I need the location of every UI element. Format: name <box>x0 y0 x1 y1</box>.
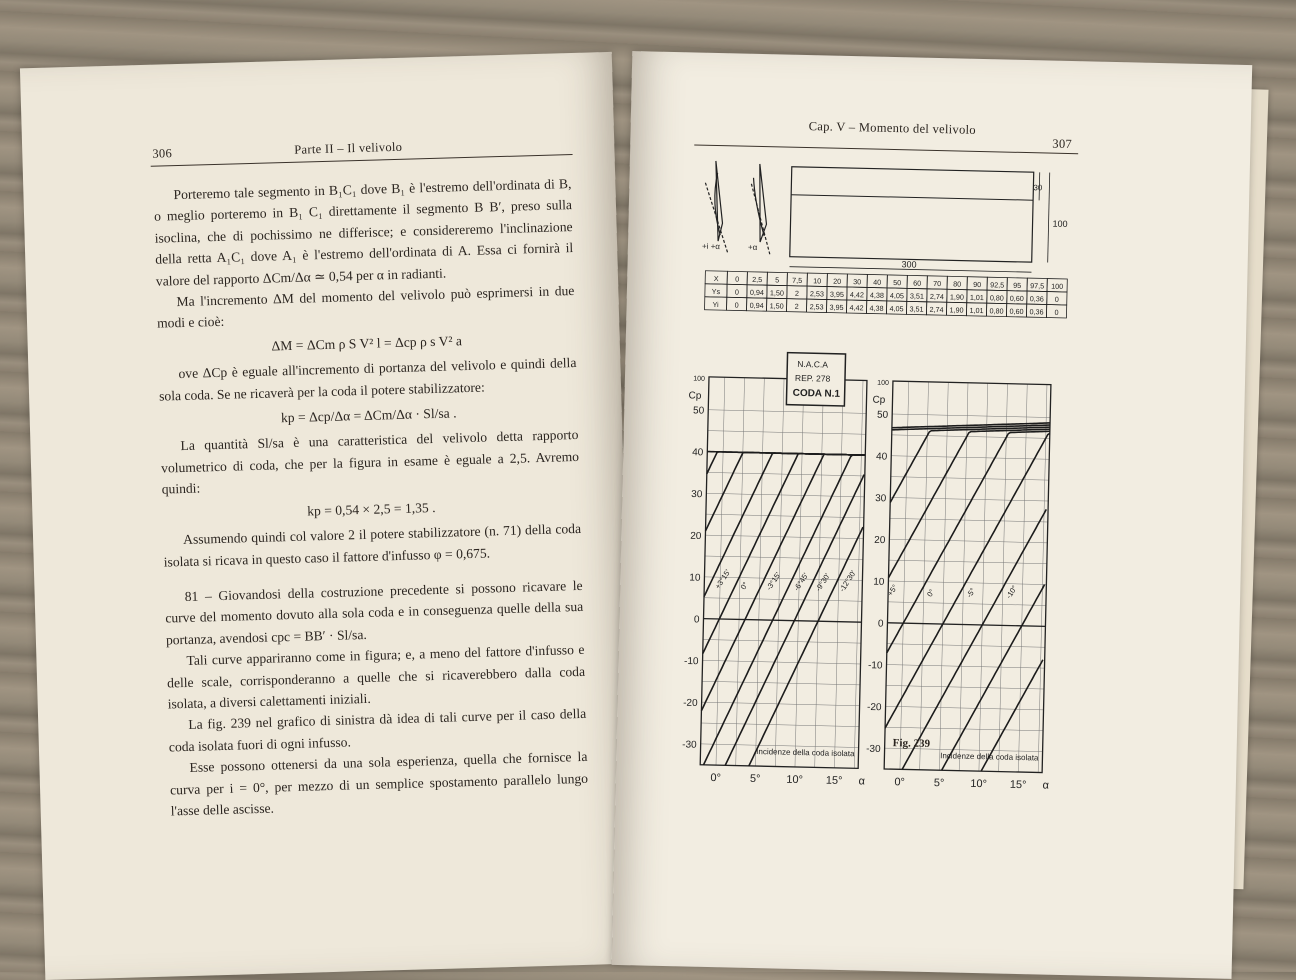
y-tick-label: 40 <box>692 447 704 459</box>
table-value: Ys <box>711 286 721 297</box>
y-tick-label: -10 <box>867 660 883 672</box>
y-tick-label: 50 <box>692 405 705 417</box>
table-value: 3,95 <box>829 302 844 312</box>
series-label: -10° <box>1004 583 1020 601</box>
running-head-right: Cap. V – Momento del velivolo <box>808 119 977 137</box>
y-tick-label: 100 <box>877 379 889 387</box>
airfoil-sketch <box>702 161 772 255</box>
x-tick-label: 0° <box>894 776 906 789</box>
x-tick-label: 5° <box>933 777 945 790</box>
x-tick-label: α <box>858 775 866 788</box>
equation: kp = 0,54 × 2,5 = 1,35 . <box>306 499 436 519</box>
svg-text:CODA N.1: CODA N.1 <box>792 387 841 400</box>
table-value: 4,38 <box>869 303 884 313</box>
series-curve <box>942 582 1045 772</box>
table-value: 0 <box>1054 307 1059 317</box>
planform-rect <box>790 167 1050 273</box>
chart-right <box>864 380 1059 792</box>
y-tick-label: 40 <box>875 451 888 463</box>
table-header: 10 <box>813 276 822 286</box>
table-value: 1,90 <box>949 292 964 302</box>
series-label: -3°15' <box>764 570 783 592</box>
table-header: 2,5 <box>752 274 763 285</box>
table-value: 1,50 <box>769 301 784 311</box>
table-header: 5 <box>775 275 780 285</box>
series-label: 0° <box>738 580 751 592</box>
table-value: 2,74 <box>929 304 944 315</box>
table-value: 0,80 <box>989 293 1004 303</box>
table-value: 2,53 <box>809 302 824 312</box>
table-value: 0,36 <box>1029 294 1044 304</box>
grid-line <box>900 381 909 769</box>
table-value: 2 <box>794 288 800 298</box>
coordinate-table <box>705 271 1068 318</box>
grid-line <box>939 382 948 770</box>
grid-line <box>1018 384 1027 772</box>
x-tick-label: 15° <box>825 774 843 788</box>
table-value: 1,90 <box>949 305 964 315</box>
series-label: -12°30' <box>837 568 858 594</box>
series-curve <box>749 525 863 769</box>
paragraph: ove ΔCp è eguale all'incremento di portanza del velivolo e quindi della sola coda. Se ne ricaverà per la coda il potere stabilizzatore: <box>158 355 577 404</box>
y-tick-label: 0 <box>693 614 700 626</box>
x-tick-label: 0° <box>710 772 722 785</box>
dim-30: 30 <box>1033 183 1043 193</box>
running-head-left: Parte II – Il velivolo <box>294 139 403 157</box>
header-rule-left <box>151 154 573 167</box>
section-paragraph: 81 – Giovandosi della costruzione precedente si possono ricavare le curve del momento dovuto alla sola coda e in conseguenza quelle della sua portanza, avendosi cpc = BB′ · Sl/sa. <box>165 577 584 648</box>
svg-text:REP. 278: REP. 278 <box>794 372 831 384</box>
y-tick-label: -20 <box>866 701 882 714</box>
y-tick-label: -30 <box>682 739 697 751</box>
y-tick-label: 100 <box>693 375 706 383</box>
x-tick-label: α <box>1042 779 1050 792</box>
paragraph: Ma l'incremento ΔM del momento del velivolo può esprimersi in due modi e cioè: <box>156 283 575 332</box>
table-value: 2 <box>794 301 799 311</box>
svg-text:N.A.C.A: N.A.C.A <box>797 358 829 370</box>
table-header: 100 <box>1051 281 1064 291</box>
x-tick-label: 15° <box>1009 778 1027 792</box>
table-header: 40 <box>873 277 882 287</box>
naca-label-box <box>786 353 845 406</box>
table-header: 80 <box>953 279 962 289</box>
y-axis-label: Cp <box>872 394 886 406</box>
table-header: 7,5 <box>792 275 803 285</box>
table-value: Yi <box>712 299 719 310</box>
paragraph: Tali curve appariranno come in figura; e, a meno del fattore d'infusso e delle scale, corrisponderanno a quelle che si ricaverebbero dalla coda isolata, a diversi calettamenti iniziali. <box>166 642 586 712</box>
y-tick-label: 20 <box>690 530 702 542</box>
x-tick-label: 10° <box>970 777 988 791</box>
table-header: 92,5 <box>990 280 1005 290</box>
table-value: 0,60 <box>1009 293 1024 304</box>
series-label: +3°15' <box>712 567 733 591</box>
table-value: 3,51 <box>909 304 924 314</box>
table-header: 30 <box>853 277 862 287</box>
table-value: 4,42 <box>849 303 864 313</box>
equation: ΔM = ΔCm ρ S V² l = Δcp ρ s V² a <box>271 333 463 354</box>
paragraph: La quantità Sl/sa è una caratteristica del velivolo detta rapporto volumetrico di coda, che per la figura in esame è eguale a 2,5. Avremo quindi: <box>160 427 580 497</box>
grid-line <box>736 378 745 766</box>
left-page <box>20 52 637 980</box>
table-value: 3,51 <box>909 291 924 301</box>
table-value: 3,95 <box>829 289 845 299</box>
table-value: 0 <box>734 287 740 297</box>
table-value: 1,01 <box>969 305 984 316</box>
series-label: +5° <box>885 582 900 598</box>
table-header: 90 <box>973 279 982 290</box>
svg-text:+i +α: +i +α <box>701 241 721 252</box>
table-header: 70 <box>933 278 942 289</box>
grid-line <box>834 380 843 768</box>
paragraph: Assumendo quindi col valore 2 il potere stabilizzatore (n. 71) della coda isolata si ricava in questo caso il fattore d'infusso φ = 0,675. <box>163 521 582 570</box>
grid-line <box>979 383 988 771</box>
x-axis-label: Incidenze della coda isolata <box>756 747 855 759</box>
grid-line <box>755 378 764 766</box>
y-tick-label: 20 <box>874 534 886 547</box>
table-value: 0 <box>1054 294 1059 304</box>
figure-caption: Fig. 239 <box>892 737 931 750</box>
table-header: 97,5 <box>1030 281 1045 291</box>
table-value: 2,53 <box>809 289 825 299</box>
y-tick-label: 30 <box>875 493 887 505</box>
paragraph: La fig. 239 nel grafico di sinistra dà idea di tali curve per il caso della coda isolata fuori di ogni infusso. <box>168 706 587 755</box>
table-value: 0,80 <box>989 306 1004 316</box>
page-number-right: 307 <box>1052 136 1073 152</box>
dim-100: 100 <box>1052 218 1068 229</box>
x-tick-label: 5° <box>749 772 761 786</box>
series-label: -9°30' <box>813 571 832 593</box>
y-tick-label: -10 <box>683 655 699 668</box>
table-header: 60 <box>913 278 922 288</box>
table-value: 4,05 <box>889 290 904 301</box>
x-tick-label: 10° <box>786 773 804 787</box>
y-tick-label: -30 <box>866 743 881 755</box>
page-number-left: 306 <box>152 146 173 161</box>
figure-239 <box>681 152 1074 792</box>
table-header: X <box>713 273 719 284</box>
table-value: 0,94 <box>749 300 764 311</box>
table-value: 2,74 <box>929 291 944 302</box>
svg-text:+α: +α <box>747 242 758 252</box>
y-tick-label: 0 <box>877 618 884 630</box>
x-axis-label: Incidenze della coda isolata <box>940 751 1039 763</box>
table-value: 4,05 <box>889 303 904 314</box>
series-curve <box>902 506 1046 772</box>
table-value: 4,38 <box>869 290 884 300</box>
series-label: 0° <box>925 587 937 599</box>
y-tick-label: 50 <box>876 409 889 421</box>
y-tick-label: -20 <box>683 697 698 710</box>
table-value: 0 <box>734 300 739 310</box>
y-tick-label: 10 <box>873 576 885 588</box>
table-header: 50 <box>893 278 902 288</box>
table-value: 4,42 <box>849 290 865 300</box>
y-tick-label: 10 <box>689 572 701 584</box>
series-label: -5° <box>964 586 978 600</box>
paragraph: Porteremo tale segmento in B₁C₁ dove B₁ è l'estremo dell'ordinata di B, o meglio porteremo in B₁ C₁ direttamente il segmento B B′, preso sulla isoclina, che di pochissimo ne differisce; e considereremo l'inclinazione della retta A₁C₁ dove A₁ è l'estremo dell'ordinata di A. Essa ci fornirà il valore del rapporto ΔCm/Δα ≃ 0,54 per α in radianti. <box>153 176 574 289</box>
dim-300: 300 <box>901 259 917 270</box>
left-body-text <box>153 173 589 822</box>
y-axis-label: Cp <box>688 390 702 402</box>
right-page <box>612 51 1253 979</box>
header-rule-right <box>694 144 1078 154</box>
series-label: -6°45' <box>791 571 811 593</box>
table-value: 0,36 <box>1029 307 1044 317</box>
y-tick-label: 30 <box>691 488 703 501</box>
table-value: 1,50 <box>769 288 785 298</box>
table-header: 20 <box>833 276 842 286</box>
table-header: 0 <box>735 274 740 284</box>
table-value: 0,60 <box>1009 306 1024 317</box>
table-value: 1,01 <box>969 292 984 303</box>
series-curve <box>885 430 1050 732</box>
paragraph: Esse possono ottenersi da una sola esperienza, quella che fornisce la curva per i = 0°, per mezzo di un semplice spostamento parallelo lungo l'asse delle ascisse. <box>169 748 589 819</box>
chart-left <box>680 372 875 788</box>
table-header: 95 <box>1013 280 1022 290</box>
table-value: 0,94 <box>749 287 765 298</box>
equation: kp = Δcp/Δα = ΔCm/Δα · Sl/sa . <box>280 405 457 426</box>
